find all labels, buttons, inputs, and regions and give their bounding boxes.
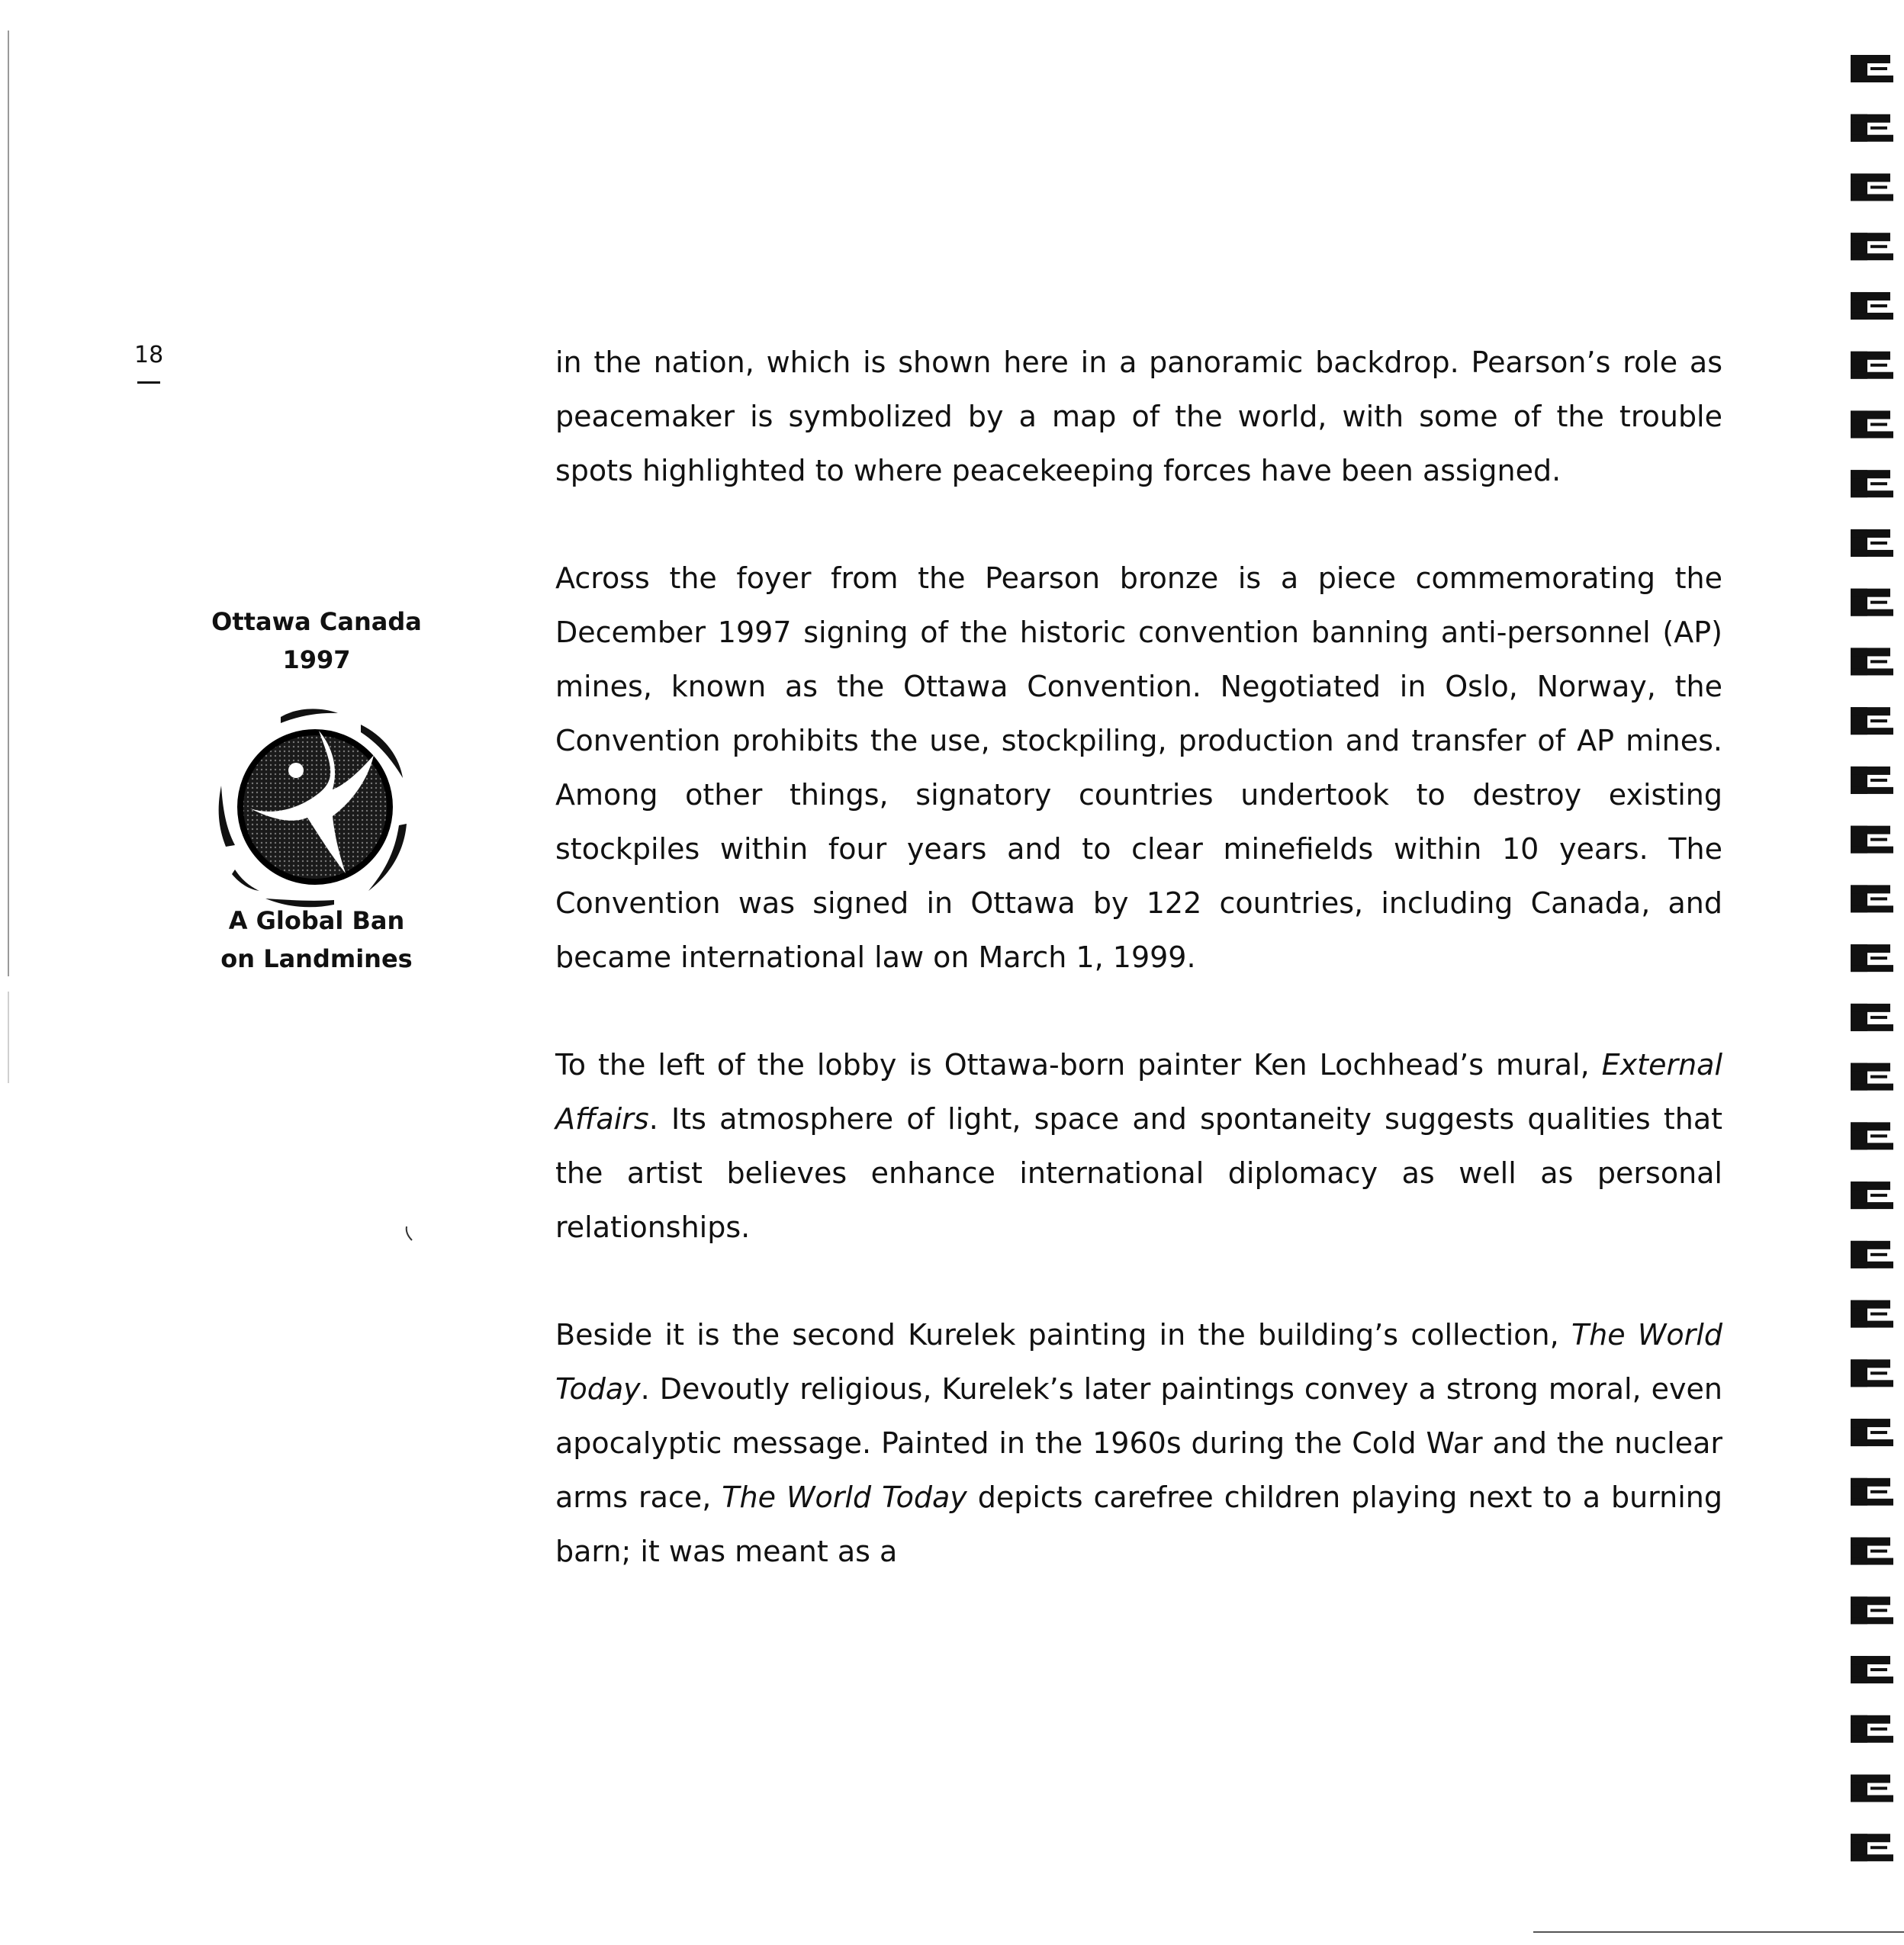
page-number: 18 [134,342,164,368]
binding-ring [1851,1181,1893,1209]
sidebar-caption-title-line2: on Landmines [220,944,413,973]
paragraph-text: To the left of the lobby is Ottawa-born painter Ken Lochhead’s mural, [555,1048,1602,1082]
binding-ring [1851,1775,1893,1802]
sidebar-caption-location: Ottawa Canada [211,607,422,636]
binding-ring [1851,55,1893,82]
binding-ring [1851,589,1893,616]
page-number-underline [137,381,160,384]
paragraph-text: depicts carefree children playing next to a burning barn; it was meant as a [555,1480,1722,1568]
binding-ring [1851,944,1893,972]
sidebar-caption-top [198,603,435,679]
artwork-title: The World Today [722,1480,967,1514]
binding-ring [1851,173,1893,201]
artwork-title: The World Today [555,1318,1722,1406]
binding-ring [1851,1834,1893,1861]
binding-ring [1851,1656,1893,1683]
paragraph-lochhead-mural [555,1038,1722,1255]
binding-ring [1851,292,1893,320]
landmine-ban-emblem-icon [204,694,426,915]
binding-ring [1851,1300,1893,1328]
sidebar-caption-title-line1: A Global Ban [228,906,405,935]
binding-ring [1851,1122,1893,1149]
binding-ring [1851,767,1893,794]
binding-ring [1851,1596,1893,1624]
paragraph-pearson: in the nation, which is shown here in a panoramic backdrop. Pearson’s role as peacemaker is symbolized by a map of the world, with some of the trouble spots highlighted to where peacekeeping forces have been assigned. [555,346,1722,487]
paragraph-text: Beside it is the second Kurelek painting in the building’s collection, [555,1318,1571,1352]
binding-ring [1851,529,1893,557]
binding-ring [1851,1063,1893,1091]
binding-ring [1851,707,1893,735]
binding-ring [1851,885,1893,912]
binding-ring [1851,1419,1893,1446]
binding-ring [1851,1715,1893,1743]
binding-ring [1851,114,1893,142]
artwork-title: External Affairs [555,1048,1722,1136]
binding-ring [1851,1478,1893,1506]
binding-ring [1851,233,1893,260]
sidebar-caption-bottom [198,902,435,978]
sidebar-caption-year: 1997 [282,645,351,674]
stray-pen-mark-icon [404,1225,413,1242]
binding-ring [1851,648,1893,675]
bottom-edge-line [1533,1931,1904,1933]
paragraph-text: . Devoutly religious, Kurelek’s later paintings convey a strong moral, even apocalyptic message. Painted in the 1960s during the Cold War and the nuclear arms race, [555,1372,1722,1514]
binding-ring [1851,1538,1893,1565]
paragraph-kurelek-painting [555,1308,1722,1579]
binding-ring [1851,1004,1893,1031]
binding-ring [1851,470,1893,497]
paragraph-ottawa-convention: Across the foyer from the Pearson bronze is a piece commemorating the December 1997 signing of the historic convention banning anti-personnel (AP) mines, known as the Ottawa Convention. Negotiated in Oslo, Norway, the Convention prohibits the use, stockpiling, production and transfer of AP mines. Among other things, signatory countries undertook to destroy existing stockpiles within four years and to clear minefields within 10 years. The Convention was signed in Ottawa by 122 countries, including Canada, and became international law on March 1, 1999. [555,561,1722,974]
binding-ring [1851,352,1893,379]
page-edge-line-faint [8,992,9,1083]
page-edge-line [8,31,9,976]
binding-ring [1851,410,1893,438]
binding-ring [1851,826,1893,854]
paragraph-text: . Its atmosphere of light, space and spontaneity suggests qualities that the artist believes enhance international diplomacy as well as personal relationships. [555,1102,1722,1244]
binding-ring [1851,1359,1893,1387]
binding-ring [1851,1241,1893,1268]
spiral-binding-icon [1849,46,1904,1892]
body-text [555,336,1722,1579]
